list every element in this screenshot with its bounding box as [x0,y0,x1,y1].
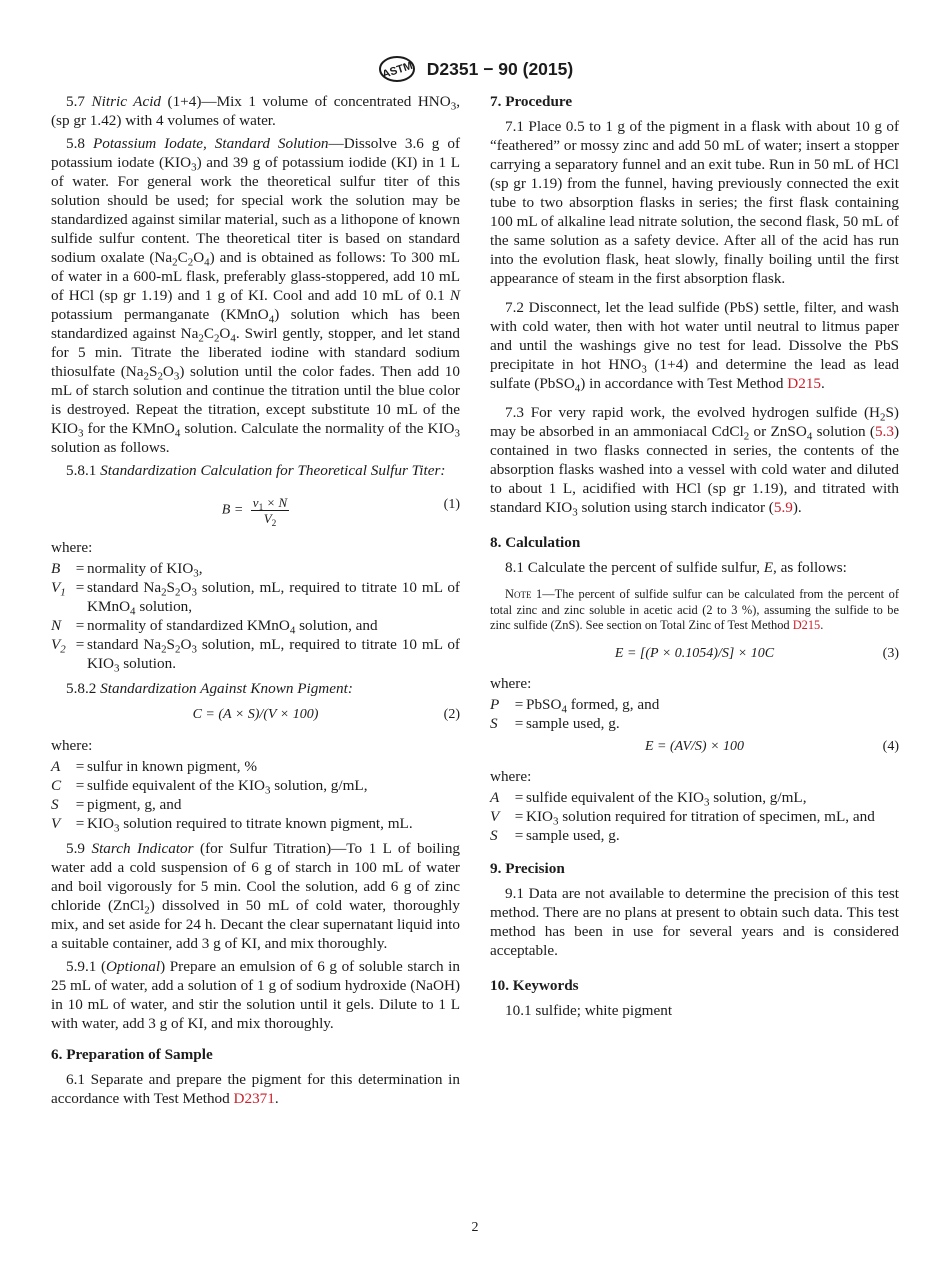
equation-1: B = $\frac{v_1 \times N}{V_2}$ (1) [221,495,460,529]
left-column [51,92,460,1112]
svg-text:ASTM: ASTM [380,59,414,81]
section-7-2: 7.2 Disconnect, let the lead sulfide (PbS) settle, filter, and wash with cold water, then with hot water until neutral to litmus paper and until the washings give no test for lead. Dissolve the PbS precipitate in hot $HNO_3$ (1+4) and determine the lead as lead sulfate (PbSO$_4$) in accordance with Test Method D215. [490,299,899,395]
equation-number: (3) [882,645,899,661]
right-column [490,92,899,1024]
definition-list: P = PbSO$_4$ formed, g, and S = sample used, g. [490,695,660,732]
equation-number: (2) [443,707,460,722]
definition-list: A = sulfur in known pigment, % C = sulfide equivalent of the $KIO_3$ solution, g/mL, S = pigment, g, and V = $KIO_3$ solution required to titrate known pigment, mL. [51,758,413,835]
note-1: Note 1—The percent of sulfide sulfur can be calculated from the percent of total zinc and zinc soluble in acetic acid (2 to 3 %), assuming the sulfide to be zinc sulfide (ZnS). See section on Total Zinc of Test Method D215. [490,587,899,632]
section-7-1: 7.1 Place 0.5 to 1 g of the pigment in a flask with about 10 g of “feathered” or mossy zinc and add 50 mL of water; insert a stopper carrying a separatory funnel and an exit tube. Run in 50 mL of HCl (sp gr 1.19) from the funnel, having previously connected the exit tube to two absorption flasks in series; the first flask containing 100 mL of alkaline lead nitrate solution, the second flask, 50 mL of the same solution as a safety device. After all of the acid has run into the evolution flask, heat slowly, finally boiling until the first appearance of steam in the first absorption flask. [490,118,899,287]
section-7-3: 7.3 For very rapid work, the evolved hydrogen sulfide $(H_2S)$ may be absorbed in an ammoniacal CdCl$_2$ or ZnSO$_4$ solution (5.3) contained in two flasks connected in series, the contents of the absorption flasks washed into a vessel with cold water and diluted to about 1 L, acidified with HCl (sp gr 1.19), and titrated with standard $KIO_3$ solution using starch indicator (5.9). [490,404,899,519]
equation-4: E = (AV/S) × 100 (4) [644,738,899,754]
standard-designation: D2351 − 90 (2015) [426,58,574,79]
heading-keywords: 10. Keywords [490,976,579,994]
where-label: where: [490,767,532,785]
section-8-1: 8.1 Calculate the percent of sulfide sulfur, E, as follows: [505,559,847,576]
heading-precision: 9. Precision [490,859,565,877]
equation-2: C = (A × S)/(V × 100) (2) [192,707,460,722]
section-5-8-1: 5.8.1 Standardization Calculation for Theoretical Sulfur Titer: [66,462,446,479]
link-d215[interactable]: D215 [792,618,821,632]
equation-number: (4) [882,738,899,754]
page-number: 2 [471,1220,479,1235]
link-d2371[interactable]: D2371 [233,1090,275,1107]
astm-logo-icon [377,54,417,84]
equation-number: (1) [443,497,460,512]
where-label: where: [490,674,532,692]
section-5-7: 5.7 Nitric Acid (1+4)—Mix 1 volume of concentrated $HNO_3$, (sp gr 1.42) with 4 volumes of water. [51,93,461,129]
section-10-1: 10.1 sulfide; white pigment [505,1001,673,1019]
section-5-9-1: 5.9.1 (Optional) Prepare an emulsion of 6 g of soluble starch in 25 mL of water, add a solution of 1 g of sodium hydroxide (NaOH) in 10 mL of water, and stir the solution until it gels. Dilute to 1 L with water, add 3 g of KI, and mix thoroughly. [51,958,460,1032]
definition-list: B = normality of $KIO_3$, $V_1$ = standard $Na_2S_2O_3$ solution, mL, required to titrate 10 mL of KMnO$_4$ solution, N = normality of standardized KMnO$_4$ solution, and $V_2$ = standard $Na_2S_2O_3$ solution, mL, required to titrate 10 mL of $KIO_3$ solution. [51,560,460,675]
heading-preparation-of-sample: 6. Preparation of Sample [51,1046,213,1063]
link-section-5-9[interactable]: 5.9 [773,499,793,516]
equation-3: E = [(P × 0.1054)/S] × 10C (3) [614,645,899,661]
section-5-9: 5.9 Starch Indicator (for Sulfur Titration)—To 1 L of boiling water add a cold suspension of 6 g of starch in 100 mL of water and boil vigorously for 5 min. Cool the solution, add 6 g of zinc chloride (ZnCl$_2$) dissolved in 50 mL of cold water, thoroughly mix, and set aside for 24 h. Decant the clear supernatant liquid into a suitable container, add 3 g of KI, and mix thoroughly. [51,840,461,952]
section-9-1: 9.1 Data are not available to determine the precision of this test method. There are no plans at present to obtain such data. This test method has been in use for several years and is considered acceptable. [490,884,899,959]
link-section-5-3[interactable]: 5.3 [874,423,894,440]
page-header [0,54,950,84]
heading-procedure: 7. Procedure [490,93,573,110]
where-label: where: [51,737,93,754]
section-5-8-2: 5.8.2 Standardization Against Known Pigment: [66,680,353,697]
link-d215[interactable]: D215 [787,375,822,392]
section-6-1: 6.1 Separate and prepare the pigment for this determination in accordance with Test Method D2371. [51,1071,460,1107]
heading-calculation: 8. Calculation [490,534,581,551]
where-label: where: [51,539,93,556]
section-5-8: 5.8 Potassium Iodate, Standard Solution—Dissolve 3.6 g of potassium iodate $(KIO_3)$ and 39 g of potassium iodide (KI) in 1 L of water. For general work the theoretical sulfur titer of this solution should be used; for special work the solution may be standardized against similar material, such as a lithopone of known sulfide sulfur content. The theoretical titer is based on standard sodium oxalate $(Na_2C_2O_4)$ and is obtained as follows: To 300 mL of water in a 600-mL flask, preferably glass-stoppered, add 10 mL of HCl (sp gr 1.19) and 1 g of KI. Cool and add 10 mL of 0.1 N potassium permanganate (KMnO$_4$) solution which has been standardized against $Na_2C_2O_4$. Swirl gently, stopper, and let stand for 5 min. Titrate the liberated iodine with standard sodium thiosulfate $(Na_2S_2O_3)$ solution until the color fades. Then add 10 mL of starch solution and continue the titration until the blue color is destroyed. Repeat the titration, except substitute 10 mL of the $KIO_3$ for the KMnO$_4$ solution. Calculate the normality of the $KIO_3$ solution as follows. [51,135,461,456]
definition-list: A = sulfide equivalent of the $KIO_3$ solution, g/mL, V = $KIO_3$ solution required for titration of specimen, mL, and S = sample used, g. [490,788,875,844]
